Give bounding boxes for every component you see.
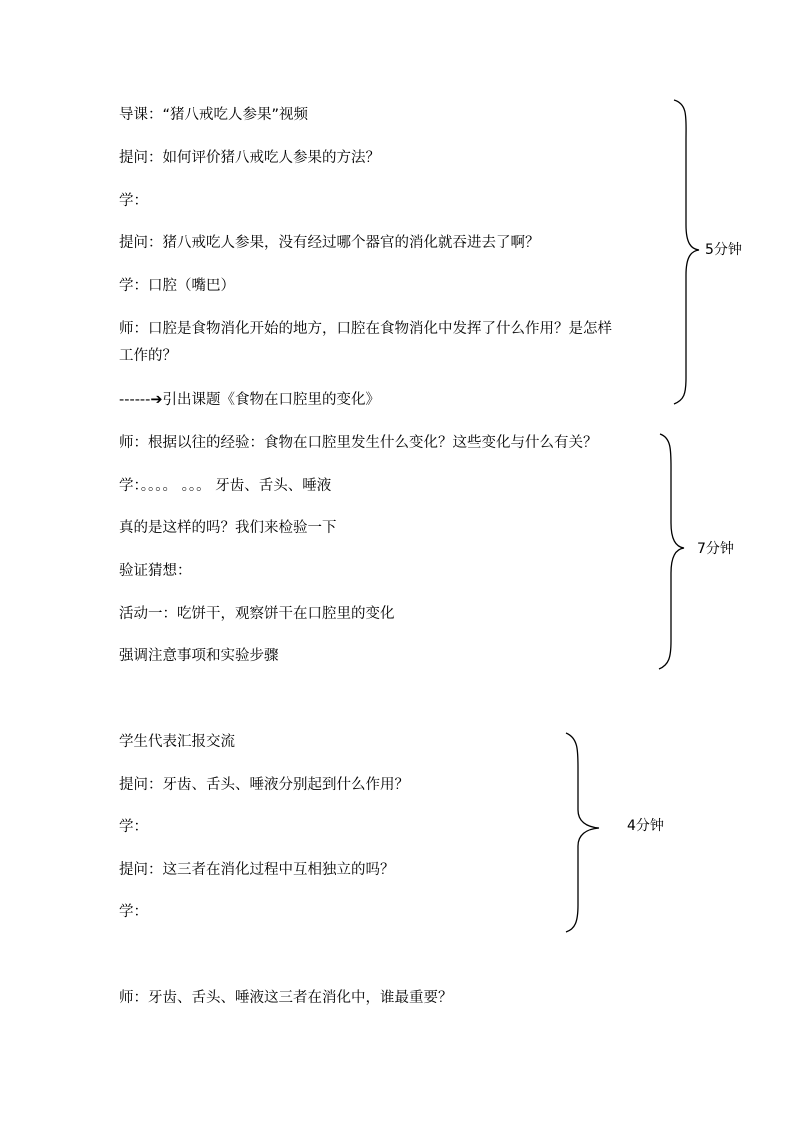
section3-duration: 4分钟 [627,818,664,834]
section2-line-2: 学：。。。。 。。。 牙齿、舌头、唾液 [119,478,332,494]
section2-duration: 7分钟 [697,541,734,557]
section1-line-1: 导课：“猪八戒吃人参果”视频 [119,107,309,123]
section1-line-5: 学：口腔（嘴巴） [119,278,235,294]
section3-line-1: 学生代表汇报交流 [119,734,235,750]
closing-question: 师：牙齿、舌头、唾液这三者在消化中，谁最重要？ [119,990,453,1006]
section3-line-3: 学： [119,819,148,835]
section1-line-3: 学： [119,193,148,209]
section1-line-7: 工作的？ [119,348,177,364]
section2-line-6: 强调注意事项和实验步骤 [119,648,279,664]
section1-brace [674,100,699,404]
section2-line-3: 真的是这样的吗？我们来检验一下 [119,520,337,536]
section1-line-6: 师：口腔是食物消化开始的地方，口腔在食物消化中发挥了什么作用？是怎样 [119,321,612,337]
section2-line-4: 验证猜想： [119,563,192,579]
section1-line-4: 提问：猪八戒吃人参果，没有经过哪个器官的消化就吞进去了啊？ [119,235,540,251]
section3-line-5: 学： [119,904,148,920]
section3-line-4: 提问：这三者在消化过程中互相独立的吗？ [119,862,395,878]
section2-brace [659,434,684,669]
section3-brace [566,733,599,932]
section1-line-2: 提问：如何评价猪八戒吃人参果的方法？ [119,150,380,166]
section1-duration: 5分钟 [705,242,742,258]
section2-line-5: 活动一：吃饼干，观察饼干在口腔里的变化 [119,606,395,622]
section2-line-1: 师：根据以往的经验：食物在口腔里发生什么变化？这些变化与什么有关？ [119,435,598,451]
section1-line-8: ------➔引出课题《食物在口腔里的变化》 [119,392,381,408]
section3-line-2: 提问：牙齿、舌头、唾液分别起到什么作用？ [119,777,409,793]
